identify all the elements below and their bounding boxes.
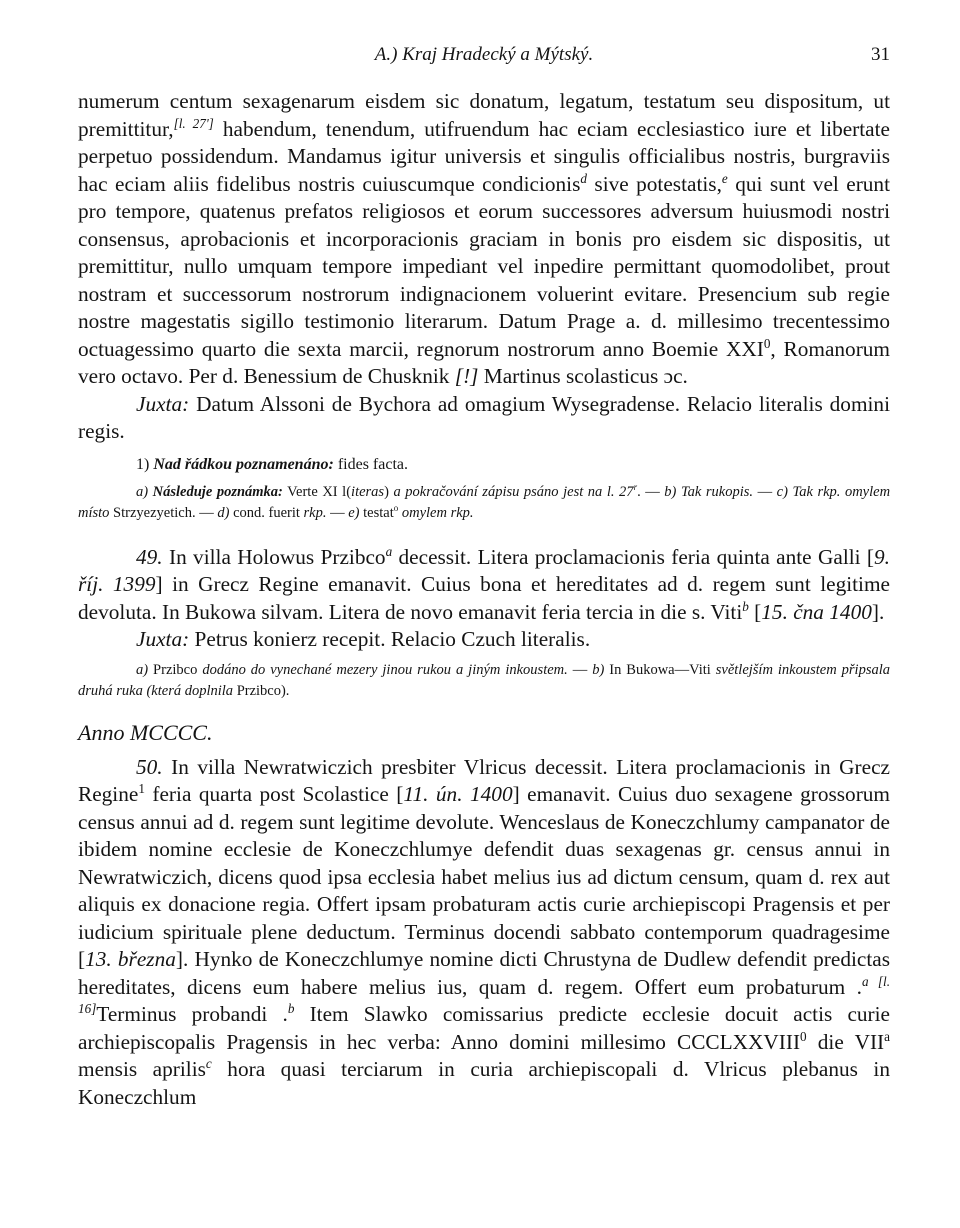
note-mark: d (580, 170, 587, 186)
date-annotation: 15. čna 1400 (761, 599, 872, 624)
text-run: cond. fuerit (229, 504, 304, 521)
sic-mark: [!] (454, 364, 479, 388)
note-mark: e (721, 170, 728, 186)
footnote-mark: d) (217, 504, 230, 521)
text-run: , Romanorum vero octavo. Per d. Benessium de Chusknik (78, 336, 890, 388)
text-run: In Bukowa—Viti (604, 661, 711, 678)
text-run: a pokračování zápisu psáno jest na l. 27 (393, 483, 634, 500)
text-run: Item Slawko comissarius predicte ecclesie docuit actis curie archiepiscopalis Pragensis in hec verba: Anno domini millesimo CCCLXXVIII (78, 1002, 891, 1054)
text-run: numerum centum sexagenarum eisdem sic donatum, legatum, testatum seu dispositum, ut premittitur, (78, 89, 890, 141)
footnote-block-a-e (78, 482, 890, 524)
text-run: testat (359, 504, 394, 521)
note-mark: a (861, 973, 869, 989)
text-run: qui sunt vel erunt pro tempore, quatenus prefatos religiosos et eorum successores adversum huiusmodi nostri consensus, aprobacionis et incorporacionis graciam in bonis pro eisdem sic dispositis, ut premittitur, nullo umquam tempore impediant vel inpedire permittant quomodolibet, prout nostram et successorum nostrorum indignacionem voluerint evitare. Presencium sub regie nostre magestatis sigillo testimonio literarum. Datum Prage a. d. millesimo trecentessimo octuagessimo quarto die sexta marcii, regnorum nostrorum anno Boemie XXI (78, 171, 891, 361)
text-run: Przibco (148, 661, 198, 678)
footnote-mark: a) (136, 661, 149, 678)
year-heading: Anno MCCCC. (78, 719, 213, 745)
text-run: iteras (351, 483, 385, 500)
entry-50 (78, 754, 890, 1112)
note-mark: a (385, 543, 393, 559)
text-run: ]. (871, 599, 885, 624)
superscript: 0 (800, 1028, 807, 1044)
juxta-note-1 (78, 391, 890, 446)
text-run: decessit. Litera proclamacionis feria quinta ante Galli [ (392, 544, 875, 569)
text-run: Verte XI l( (282, 483, 352, 500)
footnote-mark: b) (592, 661, 605, 678)
text-run: rkp. (303, 504, 327, 521)
running-title: A.) Kraj Hradecký a Mýtský. (374, 44, 594, 65)
superscript: o (393, 502, 399, 513)
note-mark: c (205, 1055, 212, 1071)
text-run: Strzyezyetich. — (109, 504, 218, 521)
note-mark: b (287, 1000, 295, 1016)
text-run: mensis aprilis (78, 1057, 206, 1081)
footnote-label: Následuje poznámka: (152, 483, 283, 500)
text-run: [ (748, 599, 762, 624)
paragraph-charter-text (78, 88, 890, 391)
text-run: Tak rkp. omylem místo (78, 483, 891, 521)
text-run: . — (637, 483, 665, 500)
folio-reference: [l. 16] (78, 973, 890, 1016)
text-run: Przibco). (233, 682, 290, 699)
text-run: hora quasi terciarum in curia archiepiscopali d. Vlricus plebanus in Koneczchlum (78, 1057, 890, 1109)
text-run: — (567, 661, 593, 678)
juxta-note-2 (78, 626, 890, 654)
text-run: In villa Holowus Przibco (162, 544, 386, 569)
text-run: ) (384, 483, 394, 500)
text-run: ] emanavit. Cuius duo sexagene grossorum census annui ad d. regem sunt legitime devolute. Wenceslaus de Koneczchlumy campanator de ibidem nomine ecclesie de Koneczchlumye defendit duas sexagenas gr. census annui in Newratwiczich, dicens quod ipsa ecclesia habet melius ius ad dictum censum, quam d. rex aut aliquis ex donacione regia. Offert ipsam probaturam actis curie archiepiscopi Pragensis et per iudicium spirituale plene deductum. Terminus docendi sabbato contemporum quadragesime [ (78, 782, 890, 971)
text-run: ]. Hynko de Koneczchlumye nomine dicti Chrustyna de Dudlew defendit predictas hereditates, dicens eum habere melius ius, quam d. regem. Offert eum probaturum . (78, 947, 890, 999)
page-number: 31 (871, 44, 890, 65)
juxta-label: Juxta: (136, 391, 190, 416)
text-run: Terminus probandi . (96, 1002, 288, 1026)
superscript: r (633, 481, 638, 492)
date-annotation: 11. ún. 1400 (403, 782, 513, 806)
text-run: Martinus scolasticus ɔc. (478, 364, 688, 388)
page-header (78, 44, 890, 88)
text-run: — (753, 483, 777, 500)
footnote-mark: b) (664, 483, 677, 500)
text-run: Petrus konierz recepit. Relacio Czuch literalis. (189, 627, 591, 651)
date-annotation: 13. března (85, 947, 176, 971)
text-run: Tak rukopis. (676, 483, 754, 500)
superscript: a (884, 1028, 890, 1044)
note-mark: b (742, 598, 749, 614)
text-run: světlejším inkoustem připsala druhá ruka (která doplnila (78, 661, 890, 699)
footnote-mark: c) (776, 483, 788, 500)
text-run: feria quarta post Scolastice [ (144, 782, 404, 806)
entry-number: 50. (136, 754, 163, 779)
note-mark: 1 (138, 780, 145, 796)
text-run: — (326, 504, 349, 521)
footnote-mark: a) (136, 483, 149, 500)
text-run: Datum Alssoni de Bychora ad omagium Wysegradense. Relacio literalis domini regis. (78, 391, 890, 443)
footnote-label: Nad řádkou poznamenáno: (153, 455, 334, 473)
footnote-1 (78, 454, 890, 476)
date-annotation: 9. říj. 1399 (78, 544, 890, 596)
text-run: ] in Grecz Regine emanavit. Cuius bona et hereditates ad d. regem sunt legitime devoluta. In Bukowa silvam. Litera de novo emanavit feria tercia in die s. Viti (78, 572, 890, 624)
entry-number: 49. (136, 544, 163, 569)
document-page (78, 44, 890, 1111)
text-run: habendum, tenendum, utifruendum hac eciam ecclesiastico iure et libertate perpetuo possidendum. Mandamus igitur universis et singulis officialibus nostris, burgraviis hac eciam aliis fidelibus nostris cuiuscumque condicionis (78, 116, 890, 196)
text-run: die VII (806, 1029, 885, 1054)
text-run: fides facta. (333, 455, 408, 473)
footnote-block-entry-49 (78, 660, 890, 702)
folio-reference: [l. 27'] (173, 115, 214, 131)
text-run: In villa Newratwiczich presbiter Vlricus decessit. Litera proclamacionis in Grecz Regine (78, 754, 890, 806)
juxta-label: Juxta: (136, 627, 190, 651)
footnote-mark: e) (348, 504, 360, 521)
text-run: omylem rkp. (398, 504, 474, 521)
footnote-mark: 1) (136, 455, 150, 473)
entry-49 (78, 544, 890, 627)
text-run: sive potestatis, (586, 171, 722, 196)
superscript: 0 (763, 335, 771, 351)
text-run: dodáno do vynechané mezery jinou rukou a jiným inkoustem. (197, 661, 568, 678)
